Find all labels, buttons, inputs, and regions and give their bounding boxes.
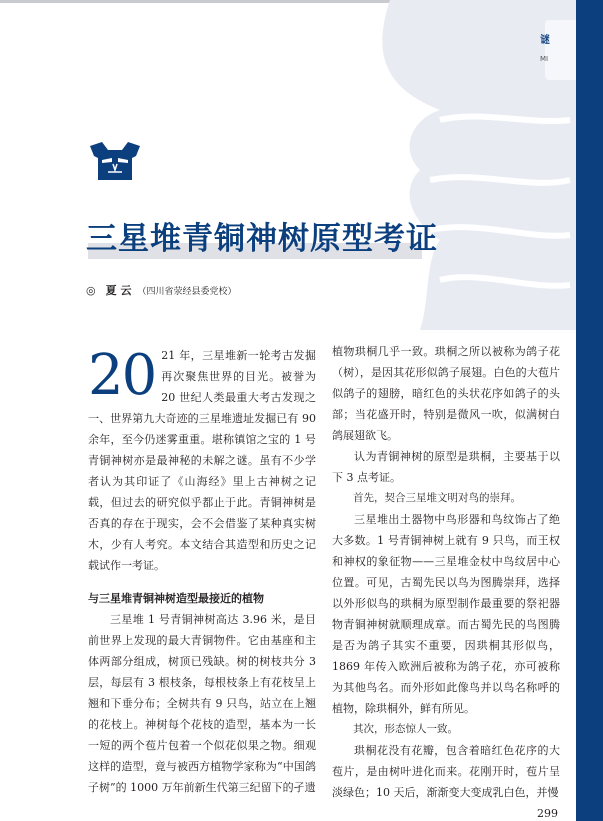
body-paragraph: 三星堆出土器物中鸟形器和鸟纹饰占了绝大多数。1 号青铜神树上就有 9 只鸟，而王权和神权的象征物——三星堆金杖中鸟纹居中心位置。可见，古蜀先民以鸟为图腾崇拜，选择以外形似鸟的珙桐为原型制作最重要的祭祀器物青铜神树就顺理成章。而古蜀先民的鸟图腾是否为鸽子其实不重要，因珙桐其形似鸟，1869 年传入欧洲后被称为鸽子花，亦可被称为其他鸟名。而外形如此像鸟并以鸟名称呼的植物，除珙桐外，鲜有所见。 [332,513,560,715]
author-line [86,283,236,300]
background-bronze-head-illustration [330,0,580,330]
page-number: 299 [537,807,558,820]
point-heading: 其次，形态惊人一致。 [353,723,458,735]
side-color-band [576,0,603,821]
intro-paragraph [88,345,316,576]
author-bullet-icon: ◎ [86,284,96,297]
article-title: 三星堆青铜神树原型考证 [86,221,438,257]
body-paragraph: 认为青铜神树的原型是珙桐，主要基于以下 3 点考证。 [332,450,560,484]
body-paragraph: 珙桐花没有花瓣，包含着暗红色花序的大苞片，是由树叶进化而来。花刚开时，苞片呈淡绿色；10 天后，渐渐变大变成乳白色，并慢 [332,744,560,799]
author-name: 夏 云 [105,284,132,297]
section-heading: 与三星堆青铜神树造型最接近的植物 [88,592,264,605]
drop-cap: 20 [88,343,156,408]
section-label-en: MI [540,55,549,63]
body-paragraph: 植物珙桐几乎一致。珙桐之所以被称为鸽子花（树），是因其花形似鸽子展翅。白色的大苞片似鸽子的翅膀，暗红色的头状花序如鸽子的头部；当花盛开时，特别是微风一吹，似满树白鸽展翅欲飞。 [332,345,560,442]
section-label: 谜 [540,35,550,46]
author-affiliation: （四川省荥经县委党校） [137,287,237,297]
point-heading: 首先，契合三星堆文明对鸟的崇拜。 [353,492,521,504]
column-left [88,345,316,798]
body-paragraph: 三星堆 1 号青铜神树高达 3.96 米，是目前世界上发现的最大青铜物件。它由基座和主体两部分组成，树顶已残缺。树的树枝共分 3 层，每层有 3 根枝条，每根枝条上有花枝呈上翘和下垂分布；全树共有 9 只鸟，站立在上翘的花枝上。神树每个花枝的造型，基本为一长一短的两个苞片包着一个似花似果之物。细观这样的造型，竟与被西方植物学家称为“中国鸽子树”的 1000 万年前新生代第三纪留下的孑遗 [88,613,316,794]
intro-text: 21 年，三星堆新一轮考古发掘再次聚焦世界的目光。被誉为 20 世纪人类最重大考古发现之一、世界第九大奇迹的三星堆遗址发掘已有 90 余年，至今仍迷雾重重。堪称镇馆之宝的 1 号青铜神树亦是最神秘的未解之谜。虽有不少学者认为其印证了《山海经》里上古神树之记载，但过去的研究似乎都止于此。青铜神树是否真的存在于现实，会不会借鉴了某种真实树木，少有人考究。本文结合其造型和历史之记载试作一考证。 [88,349,316,572]
bronze-mask-icon [86,140,144,186]
column-right [332,341,560,803]
